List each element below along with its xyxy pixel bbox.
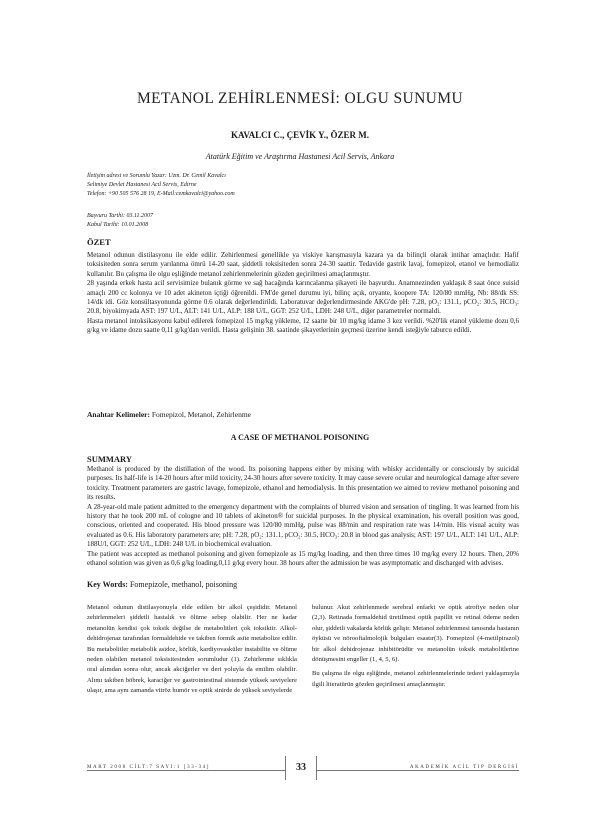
- column-paragraph: bulunur. Akut zehirlenmede serebral enfarkt ve optik atrofiye neden olur (2,3). Retinada formaldehid üretilmesi optik papillit ve retinal ödeme neden olur, şiddetli vakalarda körlük gelişir. Metanol zehirlenmesi tanısında hastanın öyküsü ve nörooftalmolojik bulguları esastır(3). Fomepizol (4-metilpirazol) bir alkol dehidrojenaz inhibitörüdür ve metanolün toksik metabolitlerine dönüşmesini engeller (1, 4, 5, 6).: [312, 604, 519, 664]
- summary-paragraph: Methanol is produced by the distillation of the wood. Its poisoning happens either by mixing with whisky accidentally or consciously by suicidal purposes. Its half-life is 14-20 hours after mild toxicity, 24-30 hours after severe toxicity. It may cause severe ocular and neurological damage after severe toxicity. Treatment parameters are gastric lavage, fomepizole, ethanol and hemodialysis. In this presentation we aimed to review methanol poisoning and its results.: [87, 465, 519, 502]
- footer-issue-info: MART 2008 CİLT:7 SAYI:1 [33-34]: [87, 765, 214, 770]
- summary-paragraph: The patient was accepted as methanol poisoning and given fomepizole as 15 mg/kg loading, and then three times 10 mg/kg every 12 hours. Then, 20% ethanol solution was given as 0,6 g/kg loading,0,11 g/kg every hour. 38 hours after the admission he was asymptomatic and discharged with advises.: [87, 549, 519, 568]
- english-title: A CASE OF METHANOL POISONING: [230, 433, 370, 442]
- ozet-heading: ÖZET: [87, 237, 111, 247]
- summary-paragraph: A 28-year-old male patient admitted to the emergency department with the complaints of blurred vision and sensation of tingling. It was learned from his history that he took 200 mL of cologne and 10 tablets of akineton® for suicidal purposes. In the physical examination, his overall position was good, conscious, oriented and cooperated. His blood pressure was 120/80 mmHg, pulse was 88/min and respiration rate was 14/min. His visual acuity was evaluated as 0.6. His laboratory parameters are; pH: 7.28, pO₂: 131.1, pCO₂: 30.5, HCO₃: 20.8 in blood gas analysis; AST: 197 U/L, ALT: 141 U/L, ALP: 188U/l, GGT: 252 U/L, LDH: 248 U/L in biochemical evaluation.: [87, 502, 519, 549]
- key-words-value: Fomepizole, methanol, poisoning: [129, 580, 238, 589]
- column-paragraph: Bu çalışma ile olgu eşliğinde, metanol zehirlenmelerinde tedavi yaklaşımıyla ilgili literatürün gözden geçirilmesi amaçlanmıştır.: [312, 670, 519, 688]
- contact-info: [87, 172, 507, 199]
- article-title: METANOL ZEHİRLENMESİ: OLGU SUNUMU: [136, 90, 464, 107]
- contact-line: Selimiye Devlet Hastanesi Acil Servis, Edirne: [87, 182, 197, 188]
- received-date: Başvuru Tarihi: 03.11.2007: [87, 213, 154, 219]
- contact-line: İletişim adresi ve Sorumlu Yazar: Uzm. Dr. Cemil Kavalcı: [87, 173, 226, 179]
- anahtar-label: Anahtar Kelimeler:: [87, 410, 150, 419]
- left-column: [87, 603, 297, 701]
- article-affiliation: Atatürk Eğitim ve Araştırma Hastanesi Acil Servis, Ankara: [205, 152, 395, 161]
- contact-line: Telefon: +90 505 576 28 19, E-Mail:cemkavalci@yahoo.com: [87, 191, 235, 197]
- ozet-paragraph: Metanol odunun distilasyonu ile elde edilir. Zehirlenmesi genellikle ya viskiye karışmasıyla kazara ya da bilinçli olarak intihar amaçlıdır. Hafif toksisiteden sonra serum yarılanma ömrü 14-20 saat, şiddetli toksisiteden sonra 24-30 saattir. Tedavide gastrik lavaj, fomepizol, etanol ve hemodializ kullanılır. Bu çalışma ile olgu eşliğinde metanol zehirlenmelerinin gözden geçirilmesi amaçlanmıştır.: [87, 251, 519, 278]
- page-number: 33: [285, 756, 317, 780]
- ozet-paragraph: Hasta metanol intoksikasyonu kabul edilerek fomepizol 15 mg/kg yükleme, 12 saatte bir 10 mg/kg idame 3 kez verildi. %20'lik etanol yükleme dozu 0,6 g/kg ve idame dozu saatte 0,11 g/kg'dan verildi. Hasta gelişinin 38. saatinde şikayetlerinin geçmesi üzerine kendi isteğiyle taburcu edildi.: [87, 316, 519, 335]
- footer-rule-left: [87, 770, 285, 771]
- summary-body: [87, 465, 519, 568]
- accepted-date: Kabul Tarihi: 10.01.2008: [87, 222, 149, 228]
- ozet-body: [87, 251, 519, 336]
- key-words: [87, 580, 519, 589]
- column-paragraph: Metanol odunun distilasyonuyla elde edilen bir alkol çeşididir. Metanol zehirlenmeleri şiddetli hastalık ve ölüme sebep olabilir. Her ne kadar metanolün kendisi çok toksik değilse de metabolitleri çok toksiktir. Alkol-dehidrojenaz tarafından formaldehide ve takiben formik asite metabolize edilir. Bu metabolitler metabolik asidoz, körlük, kardiyovasküler instabilite ve ölüme neden olabilen metanol toksisitesinden sorumludur (1). Zehirlenme sıklıkla oral alımdan sonra olur, ancak akciğerler ve deri yoluyla da emilim olabilir. Alımı takiben böbrek, karaciğer ve gastrointestinal sistemde yüksek seviyelere ulaşır, ama aynı zamanda vitröz humör ve optik sinirde de yüksek seviyelerde: [87, 604, 297, 695]
- anahtar-kelimeler: [87, 410, 519, 419]
- article-dates: [87, 212, 387, 230]
- anahtar-value: Fomepizol, Metanol, Zehirlenme: [151, 410, 251, 419]
- key-words-label: Key Words:: [87, 580, 128, 589]
- footer-journal-name: AKADEMİK ACİL TIP DERGİSİ: [406, 765, 519, 770]
- article-authors: KAVALCI C., ÇEVİK Y., ÖZER M.: [230, 130, 370, 140]
- right-column: [312, 603, 519, 694]
- ozet-paragraph: 28 yaşında erkek hasta acil servisimize bulanık görme ve sağ bacağında karıncalanma şikayeti ile başvurdu. Anamnezinden yaklaşık 8 saat önce suisid amaçlı 200 cc kolonya ve 10 adet akineton içtiği öğrenildi. FM'de genel durumu iyi, bilinç açık, oryante, koopere TA: 120/80 mmHg, Nb: 88/dk SS: 14/dk idi. Göz konsültasyonunda görme 0.6 olarak değerlendirildi. Laboratuvar değerlendirmesinde AKG'de pH: 7.28, pO₂: 131.1, pCO₂: 30.5, HCO₃: 20.8, biyokimyada AST: 197 U/L, ALT: 141 U/L, ALP: 188 U/L, GGT: 252 U/L, LDH: 248 U/L, diğer parametreler normaldi.: [87, 279, 519, 316]
- summary-heading: SUMMARY: [87, 454, 133, 464]
- footer-rule-right: [315, 770, 519, 771]
